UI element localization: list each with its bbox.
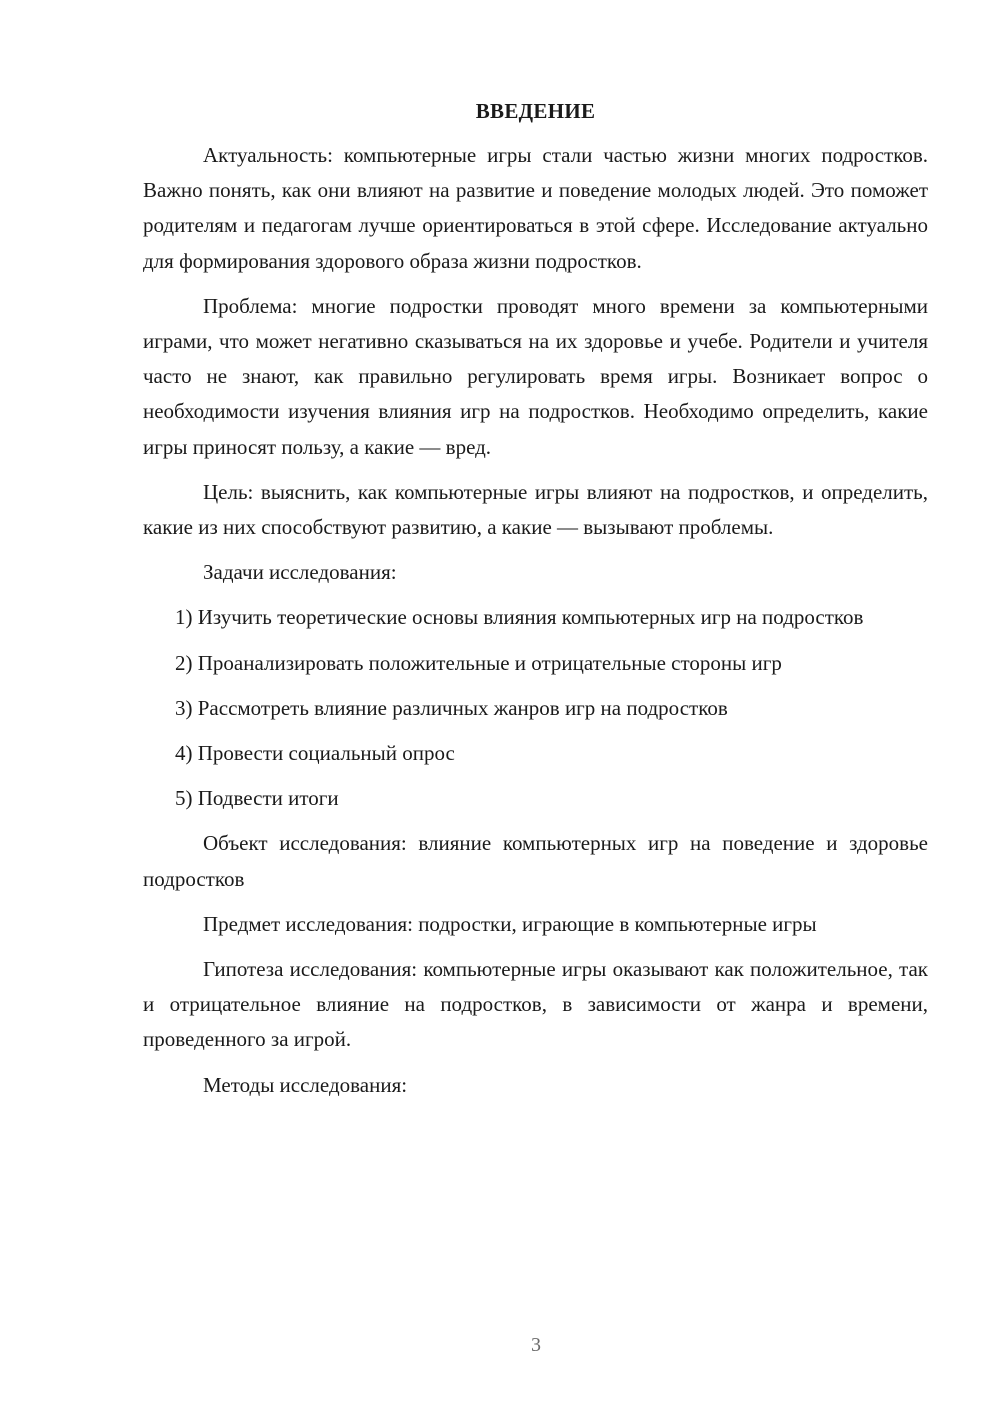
task-item-2: 2) Проанализировать положительные и отрицательные стороны игр bbox=[175, 650, 782, 675]
problem-paragraph: Проблема: многие подростки проводят много времени за компьютерными играми, что может негативно сказываться на их здоровье и учебе. Родители и учителя часто не знают, как правильно регулировать время игры. Возникает вопрос о необходимости изучения влияния игр на подростков. Необходимо определить, какие игры приносят пользу, а какие — вред. bbox=[143, 293, 928, 459]
task-item-5: 5) Подвести итоги bbox=[175, 786, 339, 811]
page-number: 3 bbox=[531, 1334, 541, 1356]
goal-paragraph: Цель: выяснить, как компьютерные игры влияют на подростков, и определить, какие из них способствуют развитию, а какие — вызывают проблемы. bbox=[143, 479, 928, 540]
task-item-3: 3) Рассмотреть влияние различных жанров игр на подростков bbox=[175, 695, 728, 720]
page-content bbox=[143, 98, 928, 1103]
relevance-paragraph: Актуальность: компьютерные игры стали частью жизни многих подростков. Важно понять, как они влияют на развитие и поведение молодых людей. Это поможет родителям и педагогам лучше ориентироваться в этой сфере. Исследование актуально для формирования здорового образа жизни подростков. bbox=[143, 143, 928, 273]
section-title: ВВЕДЕНИЕ bbox=[475, 99, 596, 123]
hypothesis-paragraph: Гипотеза исследования: компьютерные игры оказывают как положительное, так и отрицательное влияние на подростков, в зависимости от жанра и времени, проведенного за игрой. bbox=[143, 957, 928, 1052]
subject-paragraph: Предмет исследования: подростки, играющие в компьютерные игры bbox=[203, 911, 817, 936]
object-paragraph: Объект исследования: влияние компьютерных игр на поведение и здоровье подростков bbox=[143, 831, 928, 891]
task-item-1: 1) Изучить теоретические основы влияния компьютерных игр на подростков bbox=[175, 605, 864, 630]
task-item-4: 4) Провести социальный опрос bbox=[175, 741, 455, 766]
methods-heading: Методы исследования: bbox=[203, 1072, 408, 1097]
tasks-heading: Задачи исследования: bbox=[203, 560, 397, 585]
